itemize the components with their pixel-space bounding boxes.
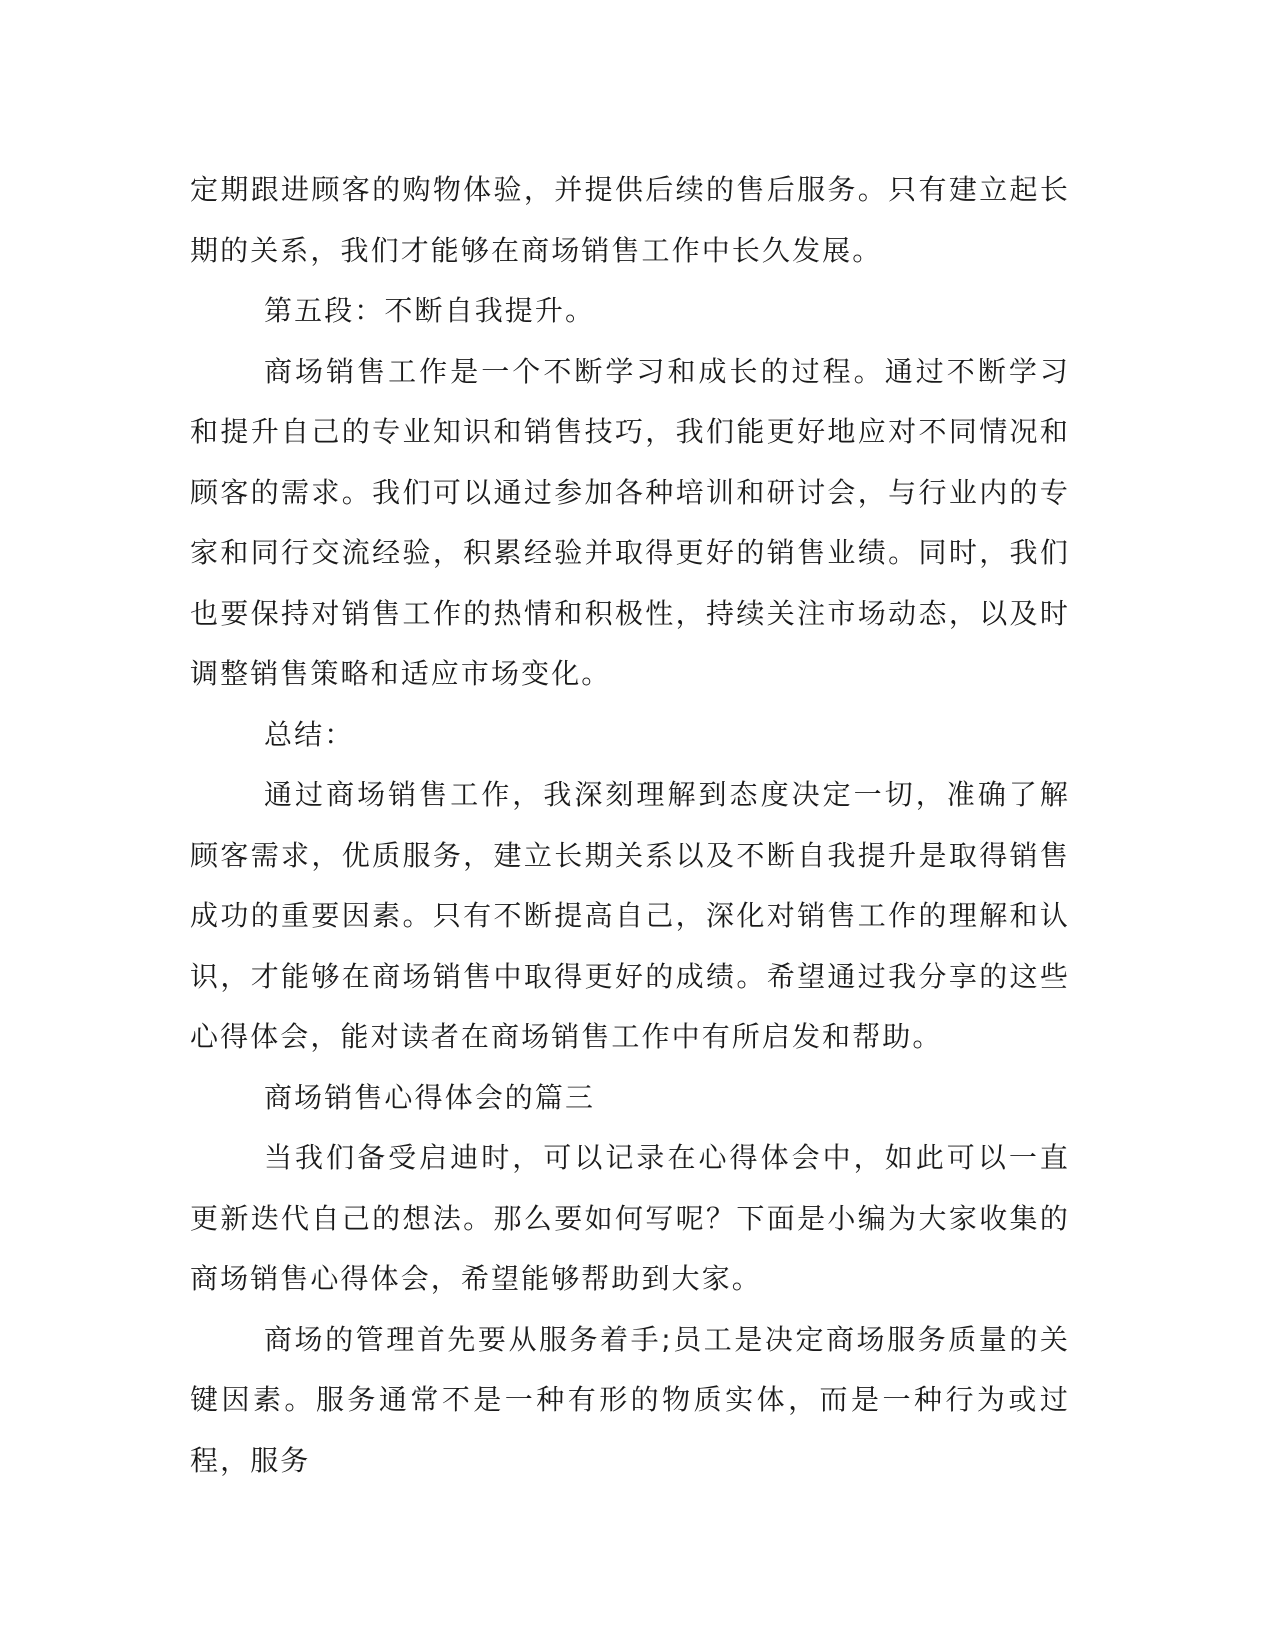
- paragraph-self-improvement: 商场销售工作是一个不断学习和成长的过程。通过不断学习和提升自己的专业知识和销售技巧，我们能更好地应对不同情况和顾客的需求。我们可以通过参加各种培训和研讨会，与行业内的专家和同行交流经验，积累经验并取得更好的销售业绩。同时，我们也要保持对销售工作的热情和积极性，持续关注市场动态，以及时调整销售策略和适应市场变化。: [190, 354, 1070, 690]
- article-title-part-three: 商场销售心得体会的篇三: [264, 1080, 596, 1114]
- paragraph-management: 商场的管理首先要从服务着手;员工是决定商场服务质量的关键因素。服务通常不是一种有形的物质实体，而是一种行为或过程，服务: [190, 1322, 1070, 1477]
- paragraph-summary: 通过商场销售工作，我深刻理解到态度决定一切，准确了解顾客需求，优质服务，建立长期关系以及不断自我提升是取得销售成功的重要因素。只有不断提高自己，深化对销售工作的理解和认识，才能够在商场销售中取得更好的成绩。希望通过我分享的这些心得体会，能对读者在商场销售工作中有所启发和帮助。: [190, 778, 1070, 1053]
- summary-heading: 总结：: [264, 717, 355, 751]
- document-body: [190, 160, 1070, 1491]
- section-heading-five: 第五段：不断自我提升。: [264, 294, 596, 327]
- paragraph-continued: 定期跟进顾客的购物体验，并提供后续的售后服务。只有建立起长期的关系，我们才能够在商场销售工作中长久发展。: [190, 173, 1070, 267]
- paragraph-intro: 当我们备受启迪时，可以记录在心得体会中，如此可以一直更新迭代自己的想法。那么要如何写呢？下面是小编为大家收集的商场销售心得体会，希望能够帮助到大家。: [190, 1141, 1070, 1295]
